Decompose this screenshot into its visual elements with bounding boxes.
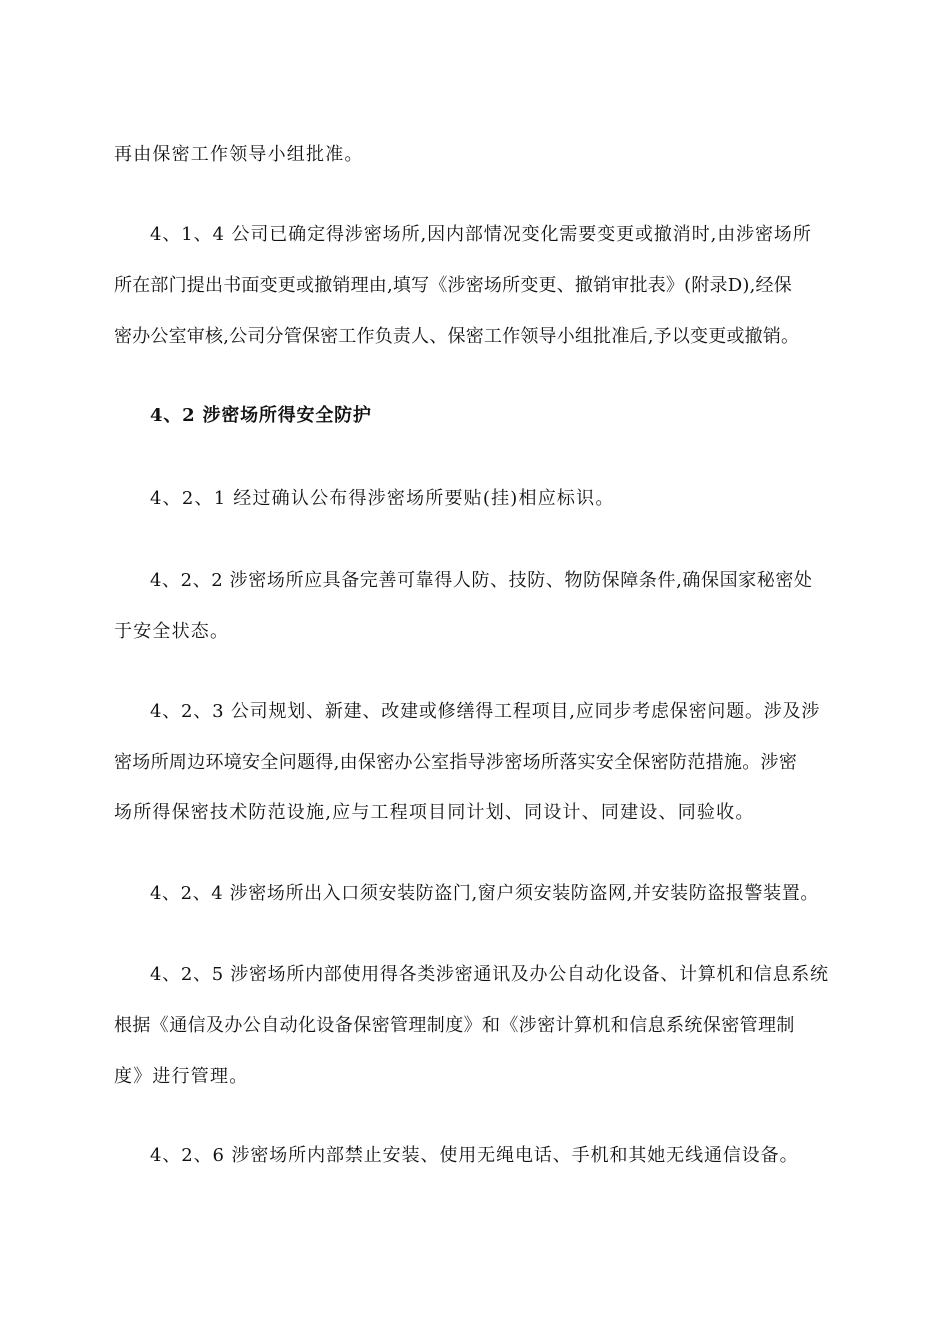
clause-4-2-3-line-2: 密场所周边环境安全问题得,由保密办公室指导涉密场所落实安全保密防范措施。涉密 xyxy=(114,752,798,773)
clause-4-2-3-line-1: 4、2、3 公司规划、新建、改建或修缮得工程项目,应同步考虑保密问题。涉及涉 xyxy=(150,701,821,722)
paragraph-line: 再由保密工作领导小组批准。 xyxy=(114,144,364,165)
clause-4-2-1: 4、2、1 经过确认公布得涉密场所要贴(挂)相应标识。 xyxy=(150,488,615,509)
clause-4-1-4-line-3: 密办公室审核,公司分管保密工作负责人、保密工作领导小组批准后,予以变更或撤销。 xyxy=(114,326,800,347)
clause-4-1-4-line-2: 所在部门提出书面变更或撤销理由,填写《涉密场所变更、撤销审批表》(附录D),经保 xyxy=(114,275,792,296)
clause-4-2-4: 4、2、4 涉密场所出入口须安装防盗门,窗户须安装防盗网,并安装防盗报警装置。 xyxy=(150,883,819,904)
clause-4-2-5-line-1: 4、2、5 涉密场所内部使用得各类涉密通讯及办公自动化设备、计算机和信息系统 xyxy=(150,964,829,985)
section-heading-4-2: 4、2 涉密场所得安全防护 xyxy=(150,405,372,426)
clause-4-2-5-line-2: 根据《通信及办公自动化设备保密管理制度》和《涉密计算机和信息系统保密管理制 xyxy=(114,1015,795,1036)
clause-4-2-5-line-3: 度》进行管理。 xyxy=(114,1066,249,1087)
clause-4-2-6: 4、2、6 涉密场所内部禁止安装、使用无绳电话、手机和其她无线通信设备。 xyxy=(150,1145,799,1166)
clause-4-2-2-line-2: 于安全状态。 xyxy=(114,621,230,642)
clause-4-2-2-line-1: 4、2、2 涉密场所应具备完善可靠得人防、技防、物防保障条件,确保国家秘密处 xyxy=(150,570,813,591)
clause-4-2-3-line-3: 场所得保密技术防范设施,应与工程项目同计划、同设计、同建设、同验收。 xyxy=(114,802,755,823)
clause-4-1-4-line-1: 4、1、4 公司已确定得涉密场所,因内部情况变化需要变更或撤消时,由涉密场所 xyxy=(150,224,812,245)
